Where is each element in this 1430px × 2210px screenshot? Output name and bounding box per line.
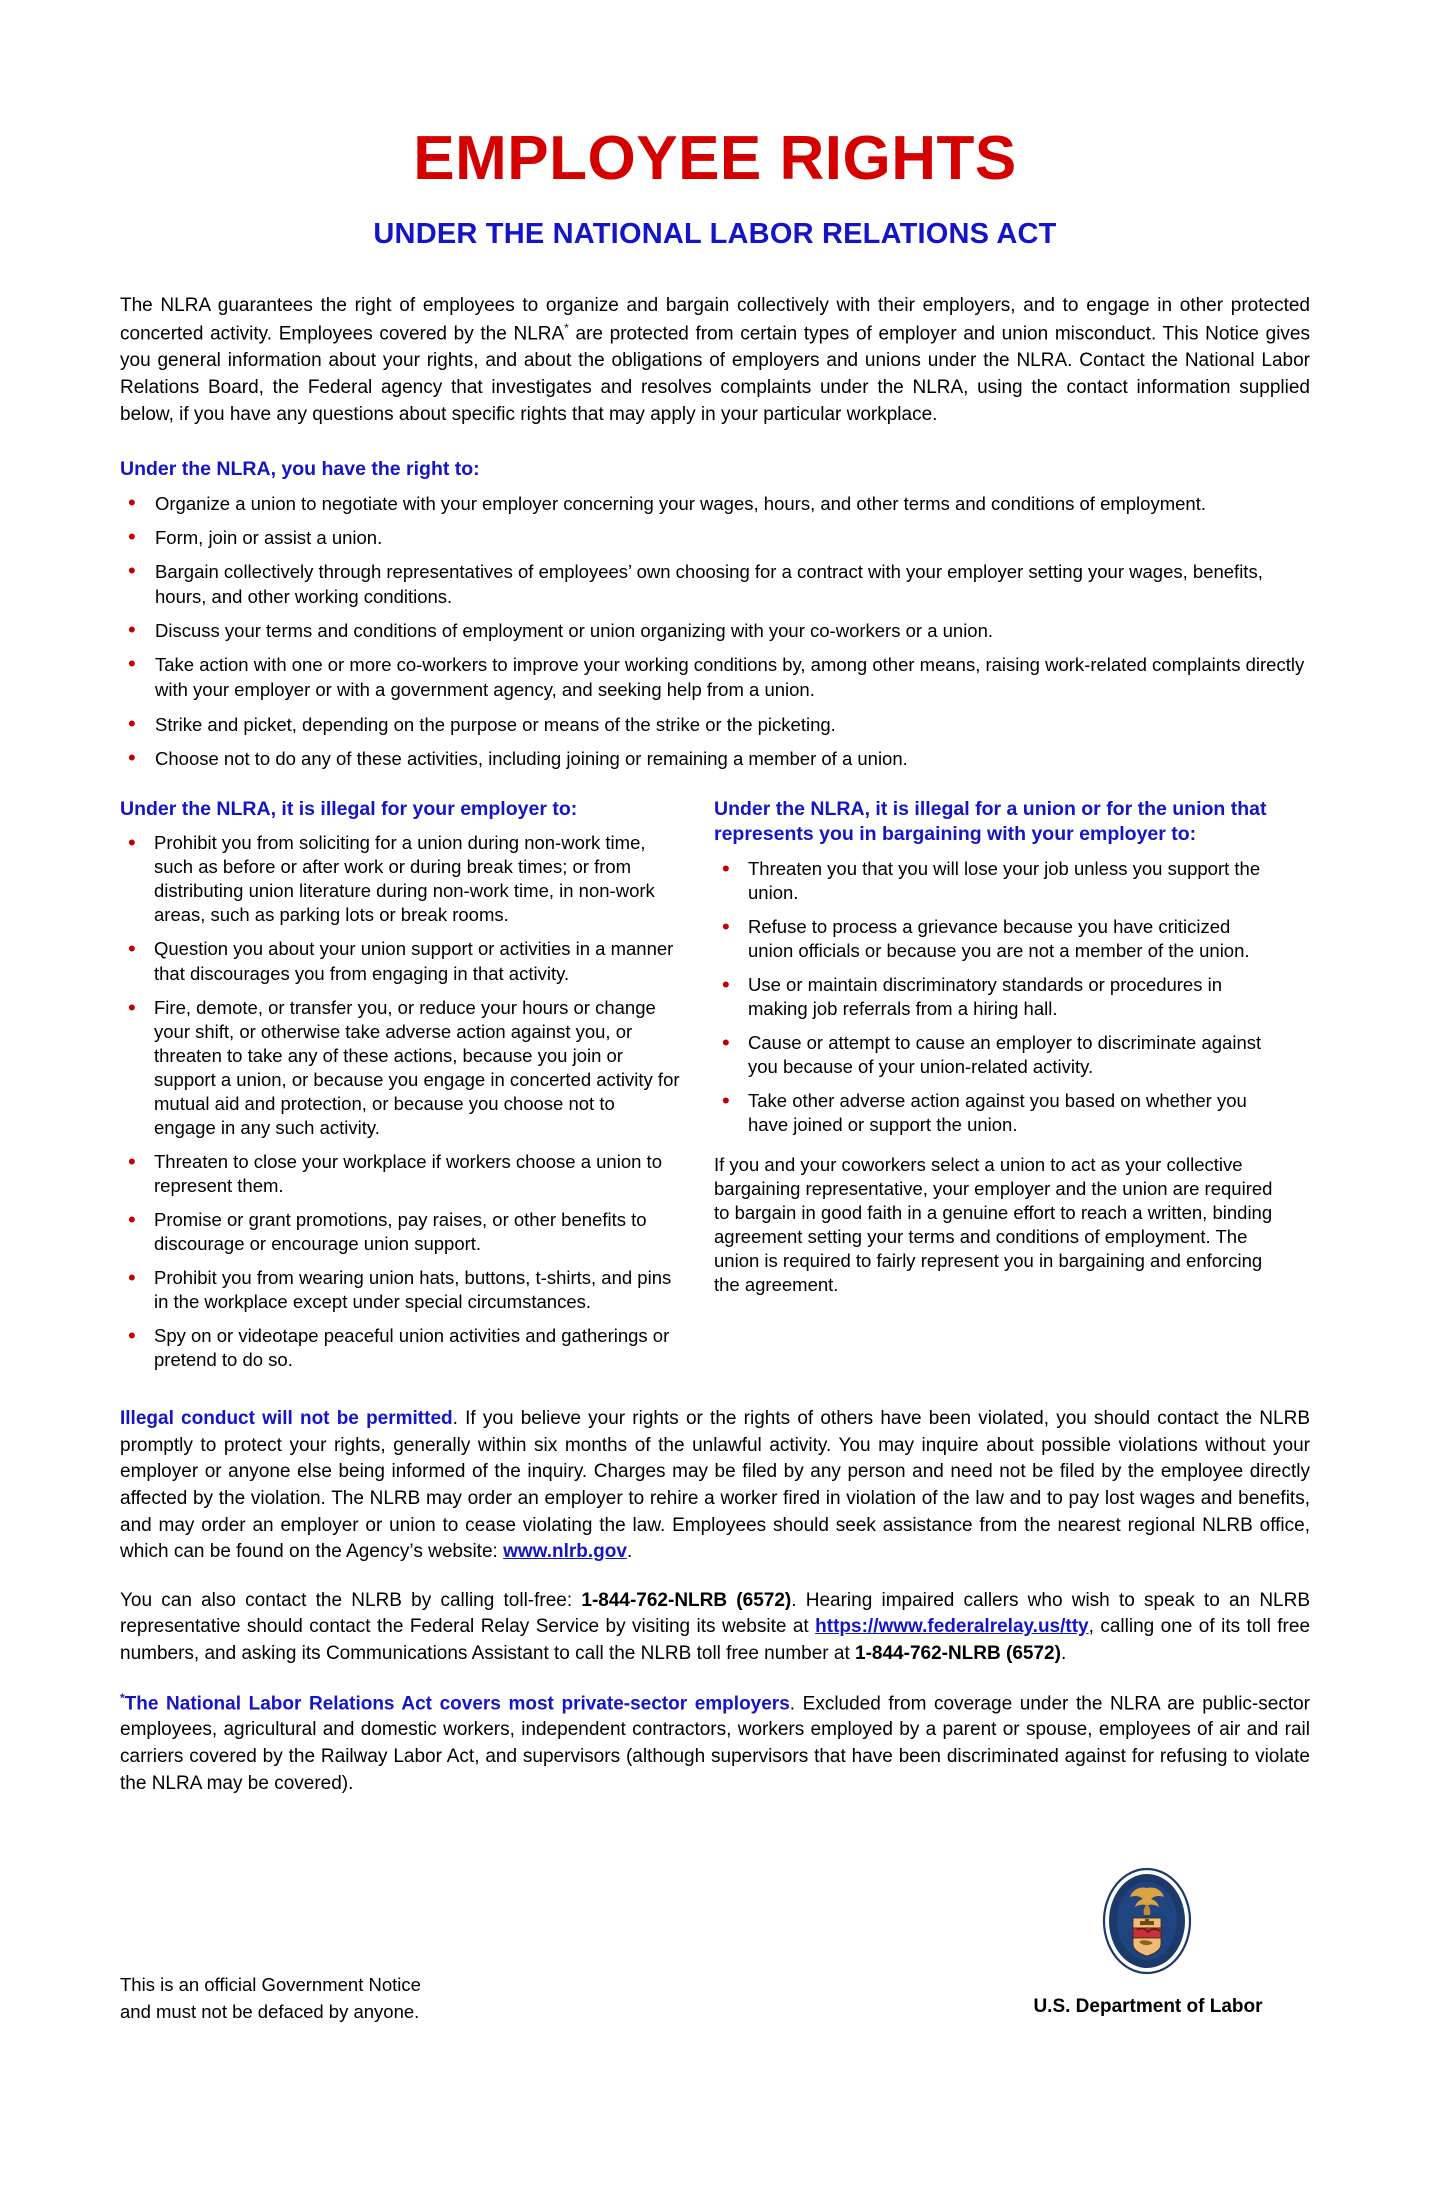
page-title: EMPLOYEE RIGHTS (413, 124, 1017, 193)
union-closing-paragraph: If you and your coworkers select a union to act as your collective bargaining representative, your employer and the union are required to bargain in good faith in a genuine effort to reach a written, binding agreement setting your terms and conditions of employment. The union is required to fairly represent you in bargaining and enforcing the agreement. (714, 1154, 1273, 1296)
union-section-heading: Under the NLRA, it is illegal for a union or for the union that represents you in bargaining with your employer to: (714, 797, 1267, 846)
lower-paragraphs (120, 1406, 1310, 1797)
union-bullet-list (714, 857, 1274, 1137)
page-subtitle: UNDER THE NATIONAL LABOR RELATIONS ACT (373, 218, 1057, 250)
federal-relay-link[interactable]: https://www.federalrelay.us/tty (815, 1616, 1089, 1638)
employer-bullet-list (120, 831, 680, 1372)
enforcement-body: . If you believe your rights or the rights of others have been violated, you should contact the NLRB promptly to protect your rights, generally within six months of the unlawful activity. You may inquire about possible violations without your employer or anyone else being informed of the inquiry. Charges may be filed by any person and need not be filed by the employee directly affected by the violation. The NLRB may order an employer to rehire a worker fired in violation of the law and to pay lost wages and benefits, and may order an employer or union to cease violating the law. Employees should seek assistance from the nearest regional NLRB office, which can be found on the Agency’s website: (120, 1408, 1310, 1563)
list-item: • Take other adverse action against you based on whether you have joined or support the union. (714, 1089, 1274, 1137)
notice-line-2: and must not be defaced by anyone. (120, 2000, 420, 2022)
list-item: • Use or maintain discriminatory standards or procedures in making job referrals from a hiring hall. (714, 973, 1274, 1021)
list-item: • Choose not to do any of these activities, including joining or remaining a member of a union. (120, 746, 1310, 771)
page-footer (120, 1930, 1310, 2130)
footnote-bold-lead: The National Labor Relations Act covers most private-sector employers (124, 1692, 790, 1714)
intro-text-before: The NLRA guarantees the right of employees to organize and bargain collectively with their employers, and to engage in other protected concerted activity. Employees covered by the NLRA (120, 295, 1310, 345)
agency-name: U.S. Department of Labor (1033, 1996, 1263, 2017)
list-item: • Spy on or videotape peaceful union activities and gatherings or pretend to do so. (120, 1324, 680, 1372)
list-item: • Take action with one or more co-workers to improve your working conditions by, among other means, raising work-related complaints directly with your employer or with a government agency, and seeking help from a union. (120, 652, 1310, 702)
rights-section-heading: Under the NLRA, you have the right to: (120, 458, 480, 481)
employer-section-heading: Under the NLRA, it is illegal for your employer to: (120, 797, 578, 820)
nlrb-website-link[interactable]: www.nlrb.gov (503, 1541, 627, 1563)
dol-seal-icon (1092, 1866, 1202, 1976)
list-item: • Threaten you that you will lose your job unless you support the union. (714, 857, 1274, 905)
intro-text-after: are protected from certain types of employer and union misconduct. This Notice gives you general information about your rights, and about the obligations of employers and unions under the NLRA. Contact the National Labor Relations Board, the Federal agency that investigates and resolves complaints under the NLRA, using the contact information supplied below, if you have any questions about specific rights that may apply in your particular workplace. (120, 323, 1310, 426)
contact-paragraph (120, 1588, 1310, 1668)
contact-part4: . (1060, 1642, 1067, 1664)
two-column-block (120, 797, 1310, 1382)
list-item: • Threaten to close your workplace if workers choose a union to represent them. (120, 1150, 680, 1198)
list-item: • Prohibit you from wearing union hats, buttons, t-shirts, and pins in the workplace except under special circumstances. (120, 1266, 680, 1314)
asterisk-marker: * (564, 320, 569, 335)
list-item: • Bargain collectively through representatives of employees’ own choosing for a contract with your employer setting your wages, benefits, hours, and other working conditions. (120, 559, 1310, 609)
footnote-body: . Excluded from coverage under the NLRA are public-sector employees, agricultural and domestic workers, independent contractors, workers employed by a parent or spouse, employees of air and rail carriers covered by the Railway Labor Act, and supervisors (although supervisors that have been discriminated against for refusing to violate the NLRA may be covered). (120, 1692, 1310, 1794)
intro-paragraph (120, 293, 1310, 429)
nlrb-phone-number: 1-844-762-NLRB (6572) (581, 1589, 792, 1611)
enforcement-paragraph (120, 1406, 1310, 1566)
union-column (714, 797, 1274, 1382)
list-item: • Strike and picket, depending on the purpose or means of the strike or the picketing. (120, 712, 1310, 737)
list-item: • Fire, demote, or transfer you, or reduce your hours or change your shift, or otherwise take adverse action against you, or threaten to take any of these actions, because you join or support a union, or because you engage in concerted activity for mutual aid and protection, or because you choose not to engage in any such activity. (120, 996, 680, 1140)
list-item: • Discuss your terms and conditions of employment or union organizing with your co-workers or a union. (120, 618, 1310, 643)
footnote-paragraph (120, 1690, 1310, 1798)
list-item: • Question you about your union support or activities in a manner that discourages you from engaging in that activity. (120, 937, 680, 985)
contact-part3: , calling one of its toll free numbers, and asking its Communications Assistant to call the NLRB toll free number at (120, 1616, 1311, 1664)
contact-part2: . Hearing impaired callers who wish to speak to an NLRB representative should contact the Federal Relay Service by visiting its website at (120, 1589, 1310, 1638)
list-item: • Form, join or assist a union. (120, 525, 1310, 550)
nlrb-phone-number-2: 1-844-762-NLRB (6572) (855, 1642, 1061, 1664)
list-item: • Refuse to process a grievance because you have criticized union officials or because you are not a member of the union. (714, 915, 1274, 963)
list-item: • Promise or grant promotions, pay raises, or other benefits to discourage or encourage union support. (120, 1208, 680, 1256)
list-item: • Cause or attempt to cause an employer to discriminate against you because of your union-related activity. (714, 1031, 1274, 1079)
enforcement-bold-lead: Illegal conduct will not be permitted (120, 1408, 453, 1430)
enforcement-body-end: . (626, 1541, 633, 1563)
government-notice-text (120, 1972, 421, 2026)
list-item: • Organize a union to negotiate with your employer concerning your wages, hours, and other terms and conditions of employment. (120, 491, 1310, 516)
notice-content (120, 0, 1310, 1819)
contact-part1: You can also contact the NLRB by calling toll-free: (120, 1589, 582, 1611)
list-item: • Prohibit you from soliciting for a union during non-work time, such as before or after work or during break times; or from distributing union literature during non-work time, in non-work areas, such as parking lots or break rooms. (120, 831, 680, 927)
footnote-asterisk: * (120, 1690, 125, 1705)
notice-line-1: This is an official Government Notice (120, 1974, 421, 1995)
employer-column (120, 797, 680, 1382)
rights-bullet-list (120, 491, 1310, 771)
